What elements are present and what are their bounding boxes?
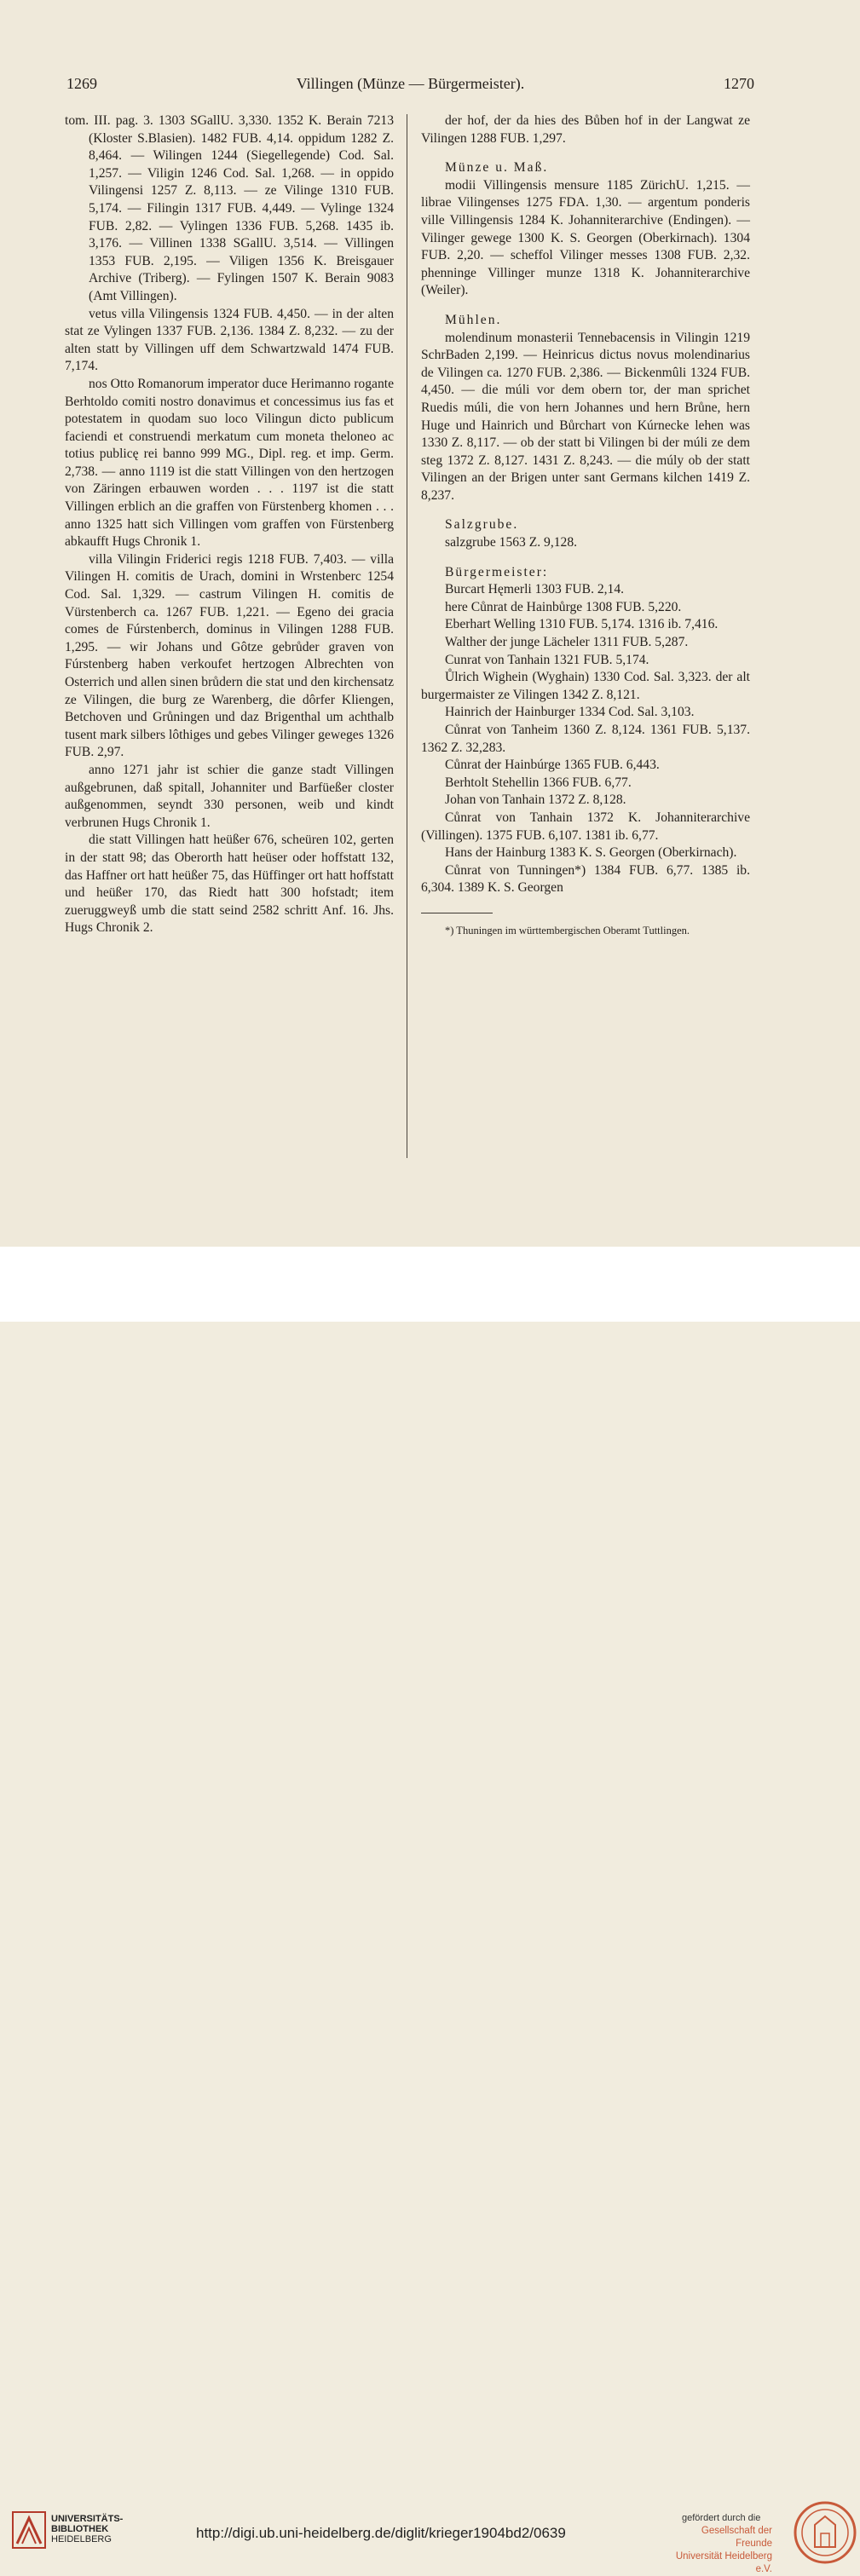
left-paragraph: anno 1271 jahr ist schier die ganze stadt Villingen außgebrunen, daß spitall, Johanniter und Barfüeßer closter außgenommen, seyndt 330 personen, weib und kindt verbrunen Hugs Chronik 1.	[65, 762, 394, 830]
sponsor-name-line: Gesellschaft der Freunde	[701, 2526, 772, 2549]
mayor-entry: Ůlrich Wighein (Wyghain) 1330 Cod. Sal. 3,323. der alt burgermaister ze Vilingen 1342 Z. 8,121.	[421, 670, 750, 702]
section-heading-buergermeister: Bürgermeister:	[445, 564, 549, 579]
mayor-entry: here Cůnrat de Hainbůrge 1308 FUB. 5,220.	[445, 599, 682, 614]
section-heading-muehlen: Mühlen.	[445, 312, 502, 327]
mayor-entry: Hainrich der Hainburger 1334 Cod. Sal. 3,103.	[445, 705, 695, 720]
sponsor-name-line: Universität Heidelberg e.V.	[675, 2551, 772, 2574]
mayor-entry: Johan von Tanhain 1372 Z. 8,128.	[445, 792, 626, 808]
scanned-page	[0, 0, 860, 1247]
sponsor-label: gefördert durch die	[682, 2513, 761, 2523]
mayor-entry: Berhtolt Stehellin 1366 FUB. 6,77.	[445, 775, 632, 790]
mayor-entry: Cůnrat von Tunningen*) 1384 FUB. 6,77. 1385 ib. 6,304. 1389 K. S. Georgen	[421, 862, 750, 896]
left-paragraph: villa Vilingin Friderici regis 1218 FUB. 7,403. — villa Vilingen H. comitis de Urach, domini in Wrstenberc 1254 Cod. Sal. 1,329. — castrum Vilingen H. comitis de Vürstenberch ca. 1267 FUB. 1,221. — Egeno dei gracia comes de Fúrstenberch, dominus in Vilingen 1288 FUB. 1,295. — wir Johans und Gôtze gebrůder graven von Fúrstenberg haben verkoufet hertzogen Albrechten von Osterrich und allen sinen brůdern die stat und den kirchensatz ze Vilingen, die burg ze Warenberg, die dôrfer Kliengen, Betchoven und Grůningen und daz Brigenthal um achthalb tusent mark silbers lôthiges und gebes Vilinger geweges 1326 FUB. 2,97.	[65, 551, 394, 760]
mayor-entry: Eberhart Welling 1310 FUB. 5,174. 1316 ib. 7,416.	[445, 617, 719, 632]
mayor-entry: Hans der Hainburg 1383 K. S. Georgen (Oberkirnach).	[445, 845, 737, 861]
permalink-url[interactable]: http://digi.ub.uni-heidelberg.de/diglit/krieger1904bd2/0639	[196, 2525, 566, 2541]
mayor-entry: Walther der junge Lächeler 1311 FUB. 5,287.	[445, 635, 689, 650]
page-number-right: 1270	[724, 75, 754, 92]
mayor-entry: Cůnrat von Tanhain 1372 K. Johanniterarchive (Villingen). 1375 FUB. 6,107. 1381 ib. 6,77.	[421, 810, 750, 843]
section-entry: modii Villingensis mensure 1185 ZürichU. 1,215. — librae Vilingenses 1275 FDA. 1,30. — argentum ponderis ville Villingensis 1284 K. Johanniterarchive (Endingen). — Vilinger gewege 1300 K. S. Georgen (Oberkirnach). 1304 FUB. 2,20. — scheffol Vilinger messes 1308 FUB. 2,32. phenninge Villinger munze 1318 K. Johanniterarchive (Weiler).	[421, 177, 750, 298]
mayor-entry: Cunrat von Tanhain 1321 FUB. 5,174.	[445, 652, 649, 667]
section-heading-salzgrube: Salzgrube.	[445, 517, 519, 533]
mayor-entry: Cůnrat der Hainbúrge 1365 FUB. 6,443.	[445, 758, 660, 773]
left-paragraph: die statt Villingen hatt heüßer 676, scheüren 102, gerten in der statt 98; das Oberorth hatt heüser oder hoffstatt 132, das Haffner ort hatt heüßer 75, das Hüffinger ort hatt hoffstatt und heüßer 170, das Riedt hatt 300 hofstadt; item zueruggweyß umb die statt seind 2582 schritt Anf. 16. Jhs. Hugs Chronik 2.	[65, 833, 394, 936]
library-name-line: HEIDELBERG	[51, 2534, 112, 2544]
library-name-line: UNIVERSITÄTS-	[51, 2514, 124, 2524]
running-title: Villingen (Münze — Bürgermeister).	[296, 75, 525, 92]
mayor-entry: Cůnrat von Tanheim 1360 Z. 8,124. 1361 FUB. 5,137. 1362 Z. 32,283.	[421, 723, 750, 755]
left-column	[65, 112, 394, 937]
section-heading-muenze: Münze u. Maß.	[445, 160, 549, 176]
mayor-entry: Burcart Hęmerli 1303 FUB. 2,14.	[445, 582, 625, 597]
section-entry: molendinum monasterii Tennebacensis in Vilingin 1219 SchrBaden 2,199. — Heinricus dictus novus molendinarius de Vilingen ca. 1270 FUB. 2,386. — Bickenmûli 1324 FUB. 4,450. — die múli vor dem obern tor, der man sprichet Ruedis múli, die von hern Johannes und hern Brůne, hern Huge und Hainrich und Bůrchart von Kúrnecke lehen was 1330 Z. 8,117. — ob der statt bi Vilingen bi der múli ze dem steg 1372 Z. 8,127. 1431 Z. 8,243. — die múly ob der statt Vilingen an der Brigen unter sant Germans kilchen 1419 Z. 8,237.	[421, 330, 750, 503]
right-column	[421, 112, 750, 937]
section-entry: salzgrube 1563 Z. 9,128.	[445, 535, 578, 550]
footnote: *) Thuningen im württembergischen Oberamt Tuttlingen.	[445, 924, 690, 936]
left-paragraph: tom. III. pag. 3. 1303 SGallU. 3,330. 1352 K. Berain 7213 (Kloster S.Blasien). 1482 FUB. 4,14. oppidum 1282 Z. 8,464. — Wilingen 1244 (Siegellegende) Cod. Sal. 1,257. — Viligin 1246 Cod. Sal. 1,268. — in oppido Vilingensi 1257 Z. 8,113. — ze Vilinge 1310 FUB. 5,174. — Filingin 1317 FUB. 4,449. — Vylinge 1324 FUB. 2,82. — Vylingen 1336 FUB. 5,268. 1435 ib. 3,176. — Villinen 1338 SGallU. 3,514. — Villingen 1353 FUB. 2,195. — Viligen 1356 K. Breisgauer Archive (Triberg). — Fylingen 1507 K. Berain 9083 (Amt Villingen).	[65, 113, 394, 303]
page-header	[66, 75, 754, 95]
university-seal-icon	[793, 2499, 857, 2566]
digitization-footer	[0, 1247, 860, 2574]
right-intro: der hof, der da hies des Bůben hof in der Langwat ze Vilingen 1288 FUB. 1,297.	[421, 113, 750, 146]
page-number-left: 1269	[66, 75, 97, 92]
left-paragraph: vetus villa Vilingensis 1324 FUB. 4,450. — in der alten stat ze Vylingen 1337 FUB. 2,136. 1384 Z. 8,232. — zu der alten statt by Villingen uff dem Schwartzwald 1474 FUB. 7,174.	[65, 306, 394, 374]
library-name	[51, 2514, 123, 2544]
left-paragraph: nos Otto Romanorum imperator duce Herimanno rogante Berhtoldo comiti nostro donavimus et concessimus ius fas et potestatem in quodam suo loco Vilingun dicto publicum faciendi et construendi merkatum cum moneta theloneo ac totius publicę rei banno 999 MG., Dipl. reg. et imp. Germ. 2,738. — anno 1119 ist die statt Villingen von den hertzogen von Zäringen erbauwen worden . . . 1197 ist die statt Villingen erblich an die graffen von Fürstenberg khomen . . . anno 1325 hatt sich Villingen vom graffen von Fürstenberg abkaufft Hugs Chronik 1.	[65, 376, 394, 550]
library-name-line: BIBLIOTHEK	[51, 2524, 109, 2534]
sponsor-name	[667, 2525, 772, 2576]
library-logo-icon	[12, 2511, 46, 2549]
